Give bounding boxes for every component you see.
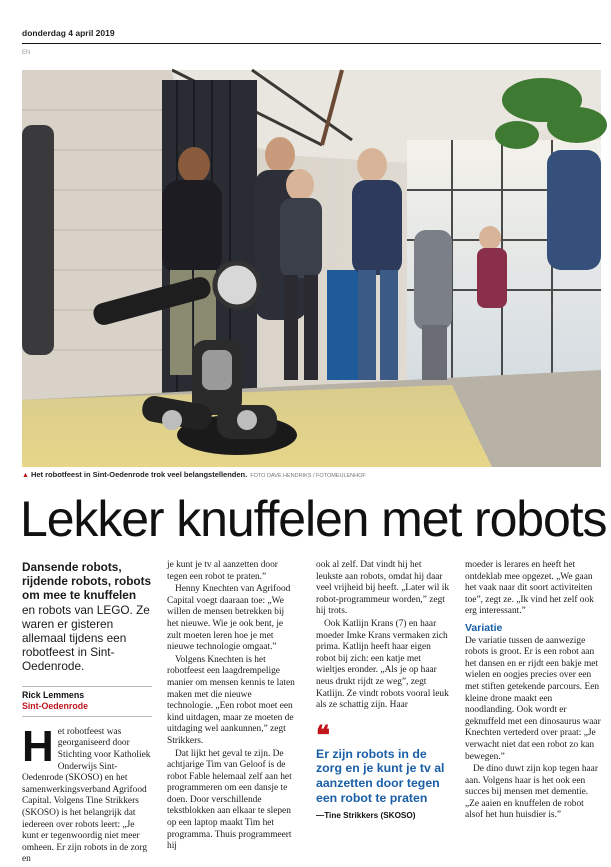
column-2	[167, 560, 297, 854]
drop-cap: H	[22, 721, 54, 771]
body-paragraph: Volgens Knechten is het robotfeest een laagdrempelige manier om mensen kennis te laten maken met die nieuwe technologie. „Een robot moet een kind uitdagen, maar ze moeten de uitdaging wel aankunnen,” zegt Strikkers.	[167, 654, 295, 746]
pull-quote	[316, 719, 450, 822]
column-3	[316, 560, 450, 822]
body-paragraph: ook al zelf. Dat vindt hij het leukste aan robots, omdat hij daar veel vrijheid bij heeft. „Later wil ik robot-programmeur worden,” zegt hij trots.	[316, 560, 450, 617]
body-paragraph: Ook Katlijn Krans (7) en haar moeder Imke Krans vermaken zich prima. Katlijn heeft haar eigen robot bij zich: een katje met wieltjes eronder. „Als je op haar neus drukt rijdt ze weg”, zegt Katlijn. Ze vindt robots vooral leuk als ze schattig zijn. Haar	[316, 618, 449, 711]
dateline: Sint-Oedenrode	[22, 701, 152, 717]
column-4	[465, 560, 601, 823]
pull-quote-text: Er zijn robots in de zorg en je kunt je tv al aanzetten door tegen een robot te praten	[316, 746, 445, 805]
top-rule	[22, 43, 601, 44]
caption-triangle-icon: ▲	[22, 472, 29, 479]
body-paragraph: De variatie tussen de aanwezige robots is groot. Er is een robot aan het dansen en er rijdt een bakje met wielen en oogjes precies over een met stiften getekende parcours. Een kleine drone maakt een noodlanding. Ook wordt er geknuffeld met een dinosaurus waar Knechten vertederd over praat: „Je verwacht niet dat een robot zo kan bewegen.”	[465, 635, 601, 762]
intro-bold: Dansende robots, rijdende robots, robots om mee te knuffelen	[22, 560, 152, 603]
quote-mark-icon: ❝	[316, 719, 330, 750]
photo-caption	[22, 470, 366, 479]
author-byline: Rick Lemmens	[22, 686, 152, 702]
body-paragraph: Henny Knechten van Agrifood Capital voegt daaraan toe: „We willen de mensen betrekken bij het nieuwe. Wie je ook bent, je zult moeten leren hoe je met nieuwe technologie omgaat.”	[167, 584, 291, 653]
photo-credit: FOTO DAVE HENDRIKS / FOTOMEULENHOF	[250, 473, 366, 479]
col1-text: et robotfeest was georganiseerd door Stichting voor Katholiek Onderwijs Sint-Oedenrode (SKOSO) en het samenwerkingsverband Agrifood Capital. Volgens Tine Strikkers (SKOSO) is het belangrijk dat iedereen over robots leert: „Je kunt er tegenwoordig niet meer omheen. Er zijn robots in de zorg en	[22, 726, 151, 865]
article-headline: Lekker knuffelen met robots	[20, 491, 607, 547]
article-photo	[22, 70, 601, 467]
body-paragraph: De dino duwt zijn kop tegen haar aan. Volgens haar is het ook een succes bij mensen met dementie. „Ze aaien en knuffelen de robot alsof het hun huisdier is.”	[465, 764, 598, 821]
body-paragraph: Dat lijkt het geval te zijn. De achtjarige Tim van Geloof is de robot Fable helemaal zelf aan het programmeren om een dansje te doen. Door verschillende tekstblokken aan elkaar te slepen op een laptop maakt Tim het programma. Thuis programmeert hij	[167, 748, 292, 852]
intro-rest: en robots van LEGO. Ze waren er gisteren allemaal tijdens een robotfeest in Sint-Oedenrode.	[22, 602, 150, 674]
caption-text: Het robotfeest in Sint-Oedenrode trok veel belangstellenden.	[30, 470, 248, 479]
pull-quote-author: —Tine Strikkers (SKOSO)	[316, 811, 416, 821]
body-paragraph: je kunt je tv al aanzetten door tegen een robot te praten.”	[167, 560, 278, 582]
body-paragraph: moeder is lerares en heeft het ontdeklab mee opgezet. „We gaan het vaak naar dit soort activiteiten toe”, zegt ze. „Ik vind het zelf ook erg interessant.”	[465, 560, 594, 617]
subheading: Variatie	[465, 621, 503, 634]
column-1	[22, 560, 152, 867]
article-intro	[22, 560, 152, 674]
section-label: EN	[22, 50, 31, 56]
body-paragraph	[22, 721, 152, 866]
page-date: donderdag 4 april 2019	[22, 28, 115, 38]
